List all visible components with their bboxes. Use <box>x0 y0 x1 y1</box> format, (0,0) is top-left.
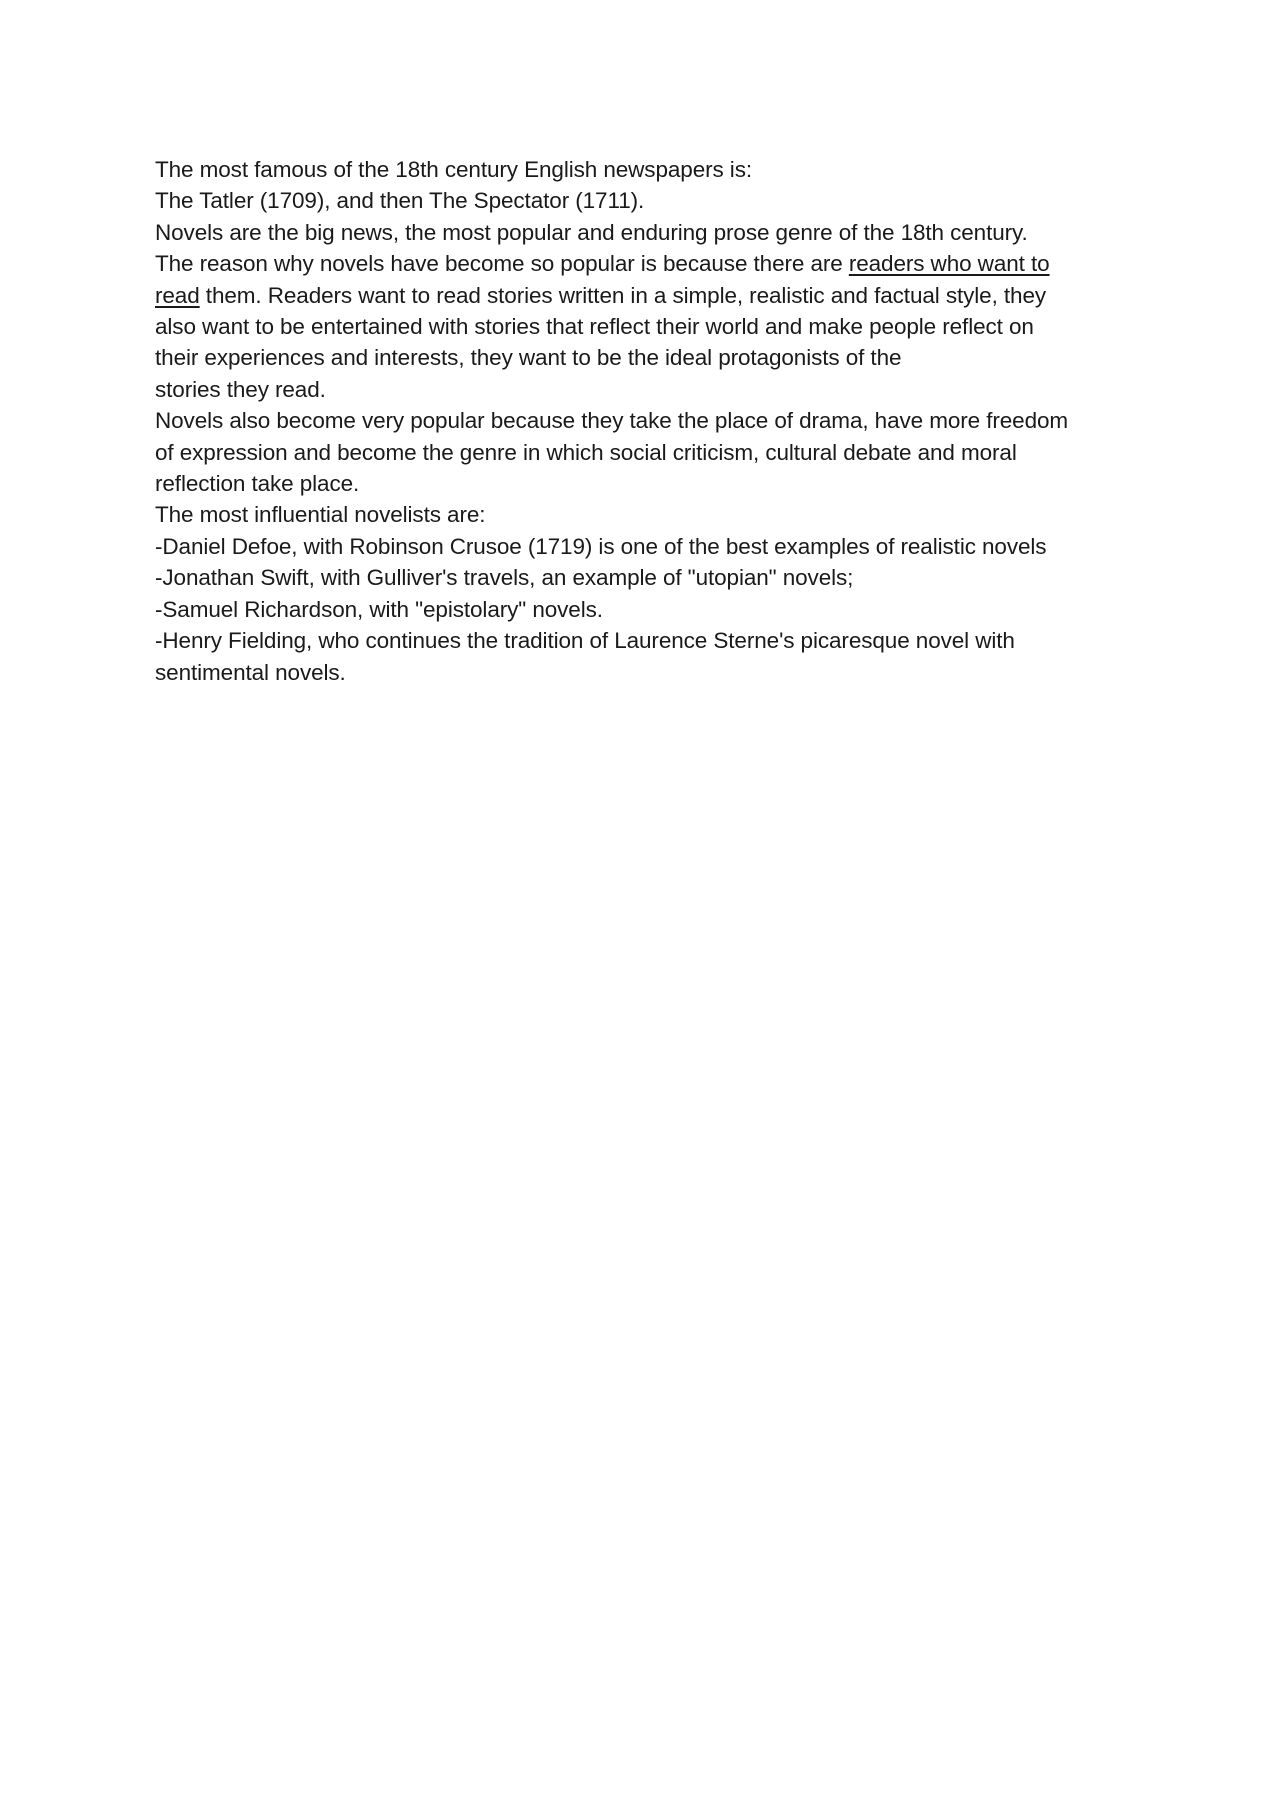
text-line: Novels also become very popular because they take the place of drama, have more freedom <box>155 408 1069 434</box>
text-line: of expression and become the genre in which social criticism, cultural debate and moral <box>155 439 1017 465</box>
text-line <box>155 280 1155 311</box>
list-item: -Henry Fielding, who continues the tradition of Laurence Sterne's picaresque novel with <box>155 628 1015 654</box>
underlined-text: read <box>155 282 200 308</box>
list-item: -Samuel Richardson, with "epistolary" novels. <box>155 596 603 622</box>
list-item: -Jonathan Swift, with Gulliver's travels, an example of "utopian" novels; <box>155 565 854 591</box>
text-line: their experiences and interests, they want to be the ideal protagonists of the <box>155 345 902 371</box>
text-segment: The reason why novels have become so popular is because there are <box>155 251 849 277</box>
document-body <box>155 154 1155 688</box>
text-segment: them. Readers want to read stories written in a simple, realistic and factual style, they <box>199 282 1047 308</box>
text-line <box>155 248 1155 279</box>
text-line: stories they read. <box>155 376 326 402</box>
text-line: Novels are the big news, the most popular and enduring prose genre of the 18th century. <box>155 219 1028 245</box>
text-line: reflection take place. <box>155 471 360 497</box>
text-line: The Tatler (1709), and then The Spectator (1711). <box>155 188 645 214</box>
underlined-text: readers who want to <box>848 251 1050 277</box>
text-line: also want to be entertained with stories that reflect their world and make people reflect on <box>155 314 1034 340</box>
text-line: The most famous of the 18th century English newspapers is: <box>155 157 753 182</box>
list-item: -Daniel Defoe, with Robinson Crusoe (1719) is one of the best examples of realistic novels <box>155 533 1047 559</box>
text-line: The most influential novelists are: <box>155 502 486 528</box>
text-line: sentimental novels. <box>155 659 346 685</box>
